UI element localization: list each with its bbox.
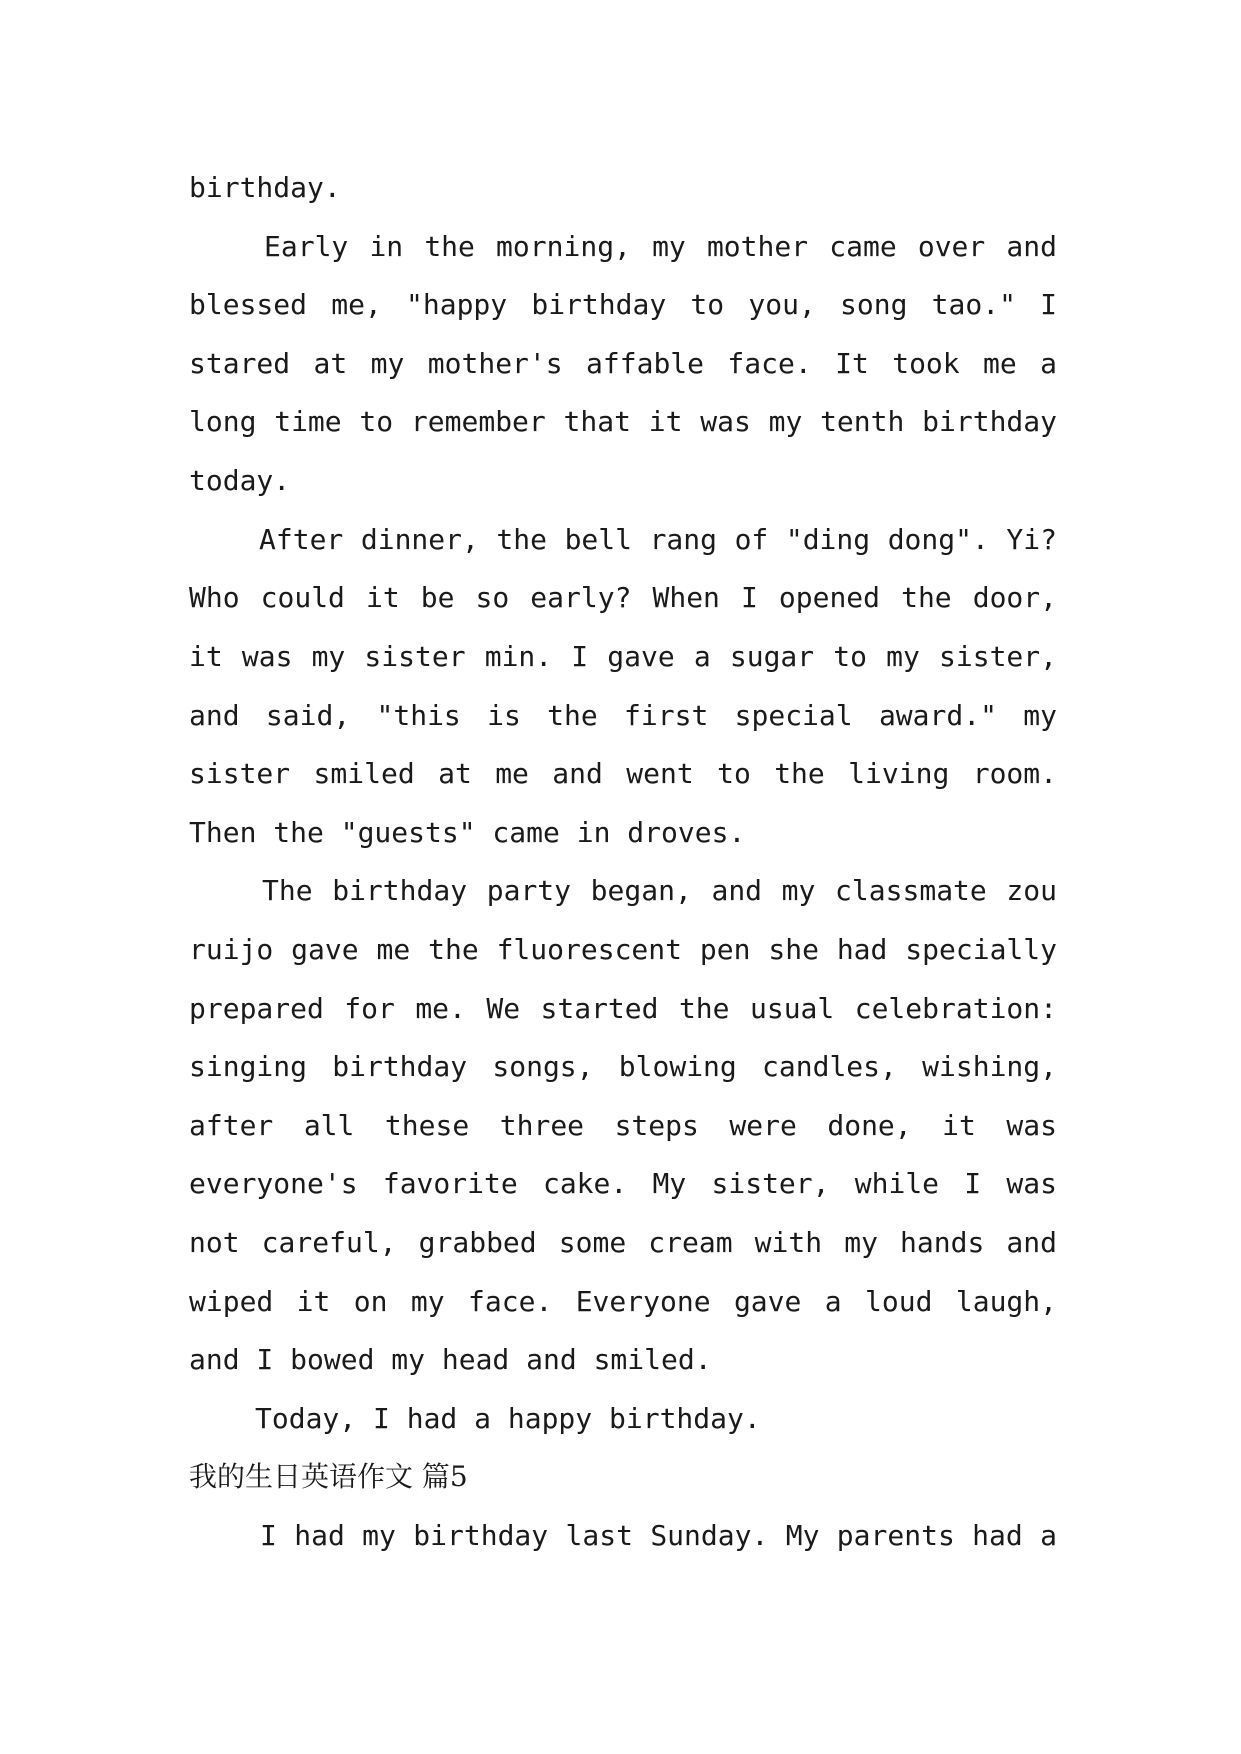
text-line: singing birthday songs, blowing candles, wishing, [189, 1050, 1057, 1083]
text-line: and I bowed my head and smiled. [189, 1343, 712, 1376]
section-heading: 我的生日英语作文 篇5 [189, 1460, 468, 1493]
text-line: sister smiled at me and went to the living room. [189, 757, 1057, 790]
text-line: not careful, grabbed some cream with my hands and [189, 1226, 1057, 1259]
text-line: and said, "this is the first special award." my [189, 699, 1057, 732]
text-line: today. [189, 464, 291, 497]
text-line: I had my birthday last Sunday. My parents had a [260, 1519, 1057, 1552]
text-line: Today, I had a happy birthday. [255, 1402, 761, 1435]
text-line: long time to remember that it was my tenth birthday [189, 405, 1057, 438]
text-line: After dinner, the bell rang of "ding dong". Yi? [259, 523, 1057, 556]
text-line: Who could it be so early? When I opened the door, [189, 581, 1057, 614]
text-line: birthday. [189, 171, 341, 204]
text-line: it was my sister min. I gave a sugar to my sister, [189, 640, 1057, 673]
text-line: Early in the morning, my mother came over and [264, 230, 1057, 263]
text-line: The birthday party began, and my classmate zou [262, 874, 1057, 907]
text-line: stared at my mother's affable face. It took me a [189, 347, 1057, 380]
text-line: after all these three steps were done, it was [189, 1109, 1057, 1142]
text-line: prepared for me. We started the usual celebration: [189, 992, 1057, 1025]
text-line: ruijo gave me the fluorescent pen she had specially [189, 933, 1057, 966]
text-line: blessed me, "happy birthday to you, song tao." I [189, 288, 1057, 321]
text-line: wiped it on my face. Everyone gave a loud laugh, [189, 1285, 1057, 1318]
text-line: Then the "guests" came in droves. [189, 816, 746, 849]
text-line: everyone's favorite cake. My sister, while I was [189, 1167, 1057, 1200]
